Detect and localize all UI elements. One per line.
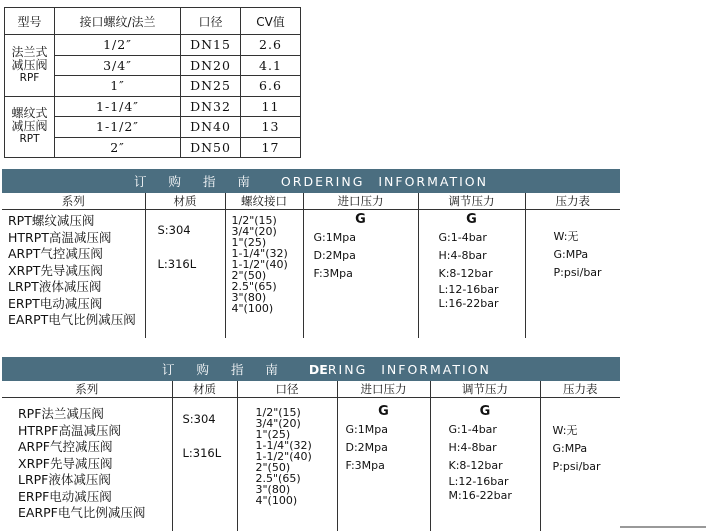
connection-item: 1/2"(15) [231, 214, 277, 227]
spec-size: 1-1/2″ [55, 117, 181, 138]
connection-list [237, 398, 337, 531]
inlet-item: F:3Mpa [345, 459, 385, 472]
connection-item: 3"(80) [255, 483, 291, 496]
inlet-item: F:3Mpa [313, 267, 353, 280]
ordering-title-zh: 订 购 指 南 [134, 174, 259, 189]
material-item: L:316L [182, 446, 222, 460]
adjust-item: K:8-12bar [438, 267, 493, 280]
ordering-title-bar [2, 357, 620, 381]
inlet-item: D:2Mpa [313, 249, 356, 262]
spec-header-row [5, 8, 301, 35]
series-list [2, 210, 145, 338]
spec-size: 1/2″ [55, 35, 181, 56]
connection-item: 1"(25) [231, 236, 267, 249]
inlet-item: D:2Mpa [345, 441, 388, 454]
adjust-item: L:12-16bar [448, 475, 509, 488]
series-item: XRPT先导减压阀 [8, 262, 103, 278]
spec-header-cv: CV值 [241, 8, 301, 35]
adjust-item: L:12-16bar [438, 283, 499, 296]
series-item: ARPT气控减压阀 [8, 246, 103, 261]
spec-dn: DN20 [181, 55, 241, 76]
header-gauge: 压力表 [525, 193, 620, 210]
spec-table [4, 7, 301, 158]
spec-type-thread [5, 96, 55, 158]
inlet-code: G [355, 212, 366, 227]
ordering-body-row [2, 210, 620, 338]
gauge-list [525, 210, 620, 338]
ordering-table [2, 193, 620, 338]
spec-type-name: 减压阀 [11, 119, 48, 134]
gauge-item: G:MPa [553, 248, 589, 261]
spec-size: 1″ [55, 76, 181, 97]
connection-item: 1-1/4"(32) [231, 247, 288, 260]
header-series: 系列 [2, 193, 145, 210]
spec-dn: DN50 [181, 137, 241, 158]
spec-header-type: 型号 [5, 8, 55, 35]
ordering-title-en [309, 362, 491, 377]
ordering-table [2, 381, 620, 531]
spec-dn: DN32 [181, 96, 241, 117]
connection-item: 1-1/2"(40) [231, 258, 288, 271]
spec-type-name: 螺纹式 [11, 106, 48, 121]
ordering-title-en: ORDERING INFORMATION [280, 173, 488, 189]
adjust-code: G [479, 404, 491, 419]
header-adjust-pressure: 调节压力 [418, 193, 525, 210]
spec-size: 1-1/4″ [55, 96, 181, 117]
ordering-header-row [2, 193, 620, 210]
adjust-item: H:4-8bar [448, 441, 497, 454]
connection-item: 3"(80) [231, 291, 267, 304]
gauge-item: P:psi/bar [552, 460, 601, 473]
spec-cv: 11 [241, 96, 301, 117]
spec-cv: 17 [241, 137, 301, 158]
material-list [172, 398, 237, 531]
series-list [2, 398, 172, 531]
header-gauge: 压力表 [540, 381, 620, 398]
gauge-item: W:无 [552, 424, 578, 437]
spec-size: 2″ [55, 137, 181, 158]
connection-item: 1-1/2"(40) [255, 450, 312, 463]
spec-type-flange [5, 35, 55, 97]
connection-list [225, 210, 303, 338]
connection-item: 4"(100) [231, 302, 274, 315]
spec-type-code: RPT [19, 133, 40, 146]
spec-row [5, 96, 301, 117]
inlet-pressure-list [337, 398, 430, 531]
header-series: 系列 [2, 381, 172, 398]
ordering-title-rest: RING INFORMATION [327, 361, 491, 377]
gauge-item: W:无 [553, 230, 579, 243]
spec-header-diameter: 口径 [181, 8, 241, 35]
adjust-item: K:8-12bar [448, 459, 503, 472]
spec-cv: 6.6 [241, 76, 301, 97]
spec-row [5, 35, 301, 56]
material-item: S:304 [182, 412, 216, 426]
series-item: XRPF先导减压阀 [18, 455, 113, 471]
spec-dn: DN15 [181, 35, 241, 56]
connection-item: 1"(25) [255, 428, 291, 441]
adjust-pressure-list [418, 210, 525, 338]
series-item: RPF法兰减压阀 [18, 406, 104, 421]
gauge-item: P:psi/bar [553, 266, 602, 279]
series-item: ERPF电动减压阀 [18, 488, 112, 504]
header-inlet-pressure: 进口压力 [303, 193, 418, 210]
inlet-item: G:1Mpa [345, 423, 388, 436]
series-item: EARPT电气比例减压阀 [8, 312, 136, 327]
material-item: S:304 [157, 223, 191, 237]
adjust-pressure-list [430, 398, 540, 531]
ordering-title-zh: 订 购 指 南 [162, 362, 287, 377]
ordering-title-glitch: DE [308, 361, 328, 377]
connection-item: 3/4"(20) [231, 225, 277, 238]
adjust-item: G:1-4bar [438, 231, 487, 244]
spec-cv: 2.6 [241, 35, 301, 56]
connection-item: 1-1/4"(32) [255, 439, 312, 452]
ordering-body-row [2, 398, 620, 531]
spec-size: 3/4″ [55, 55, 181, 76]
connection-item: 2.5"(65) [231, 280, 277, 293]
spec-dn: DN40 [181, 117, 241, 138]
header-inlet-pressure: 进口压力 [337, 381, 430, 398]
ordering-section-flange [2, 357, 620, 531]
series-item: ERPT电动减压阀 [8, 295, 103, 311]
series-item: HTRPT高温减压阀 [8, 229, 112, 245]
inlet-pressure-list [303, 210, 418, 338]
header-connection: 螺纹接口 [225, 193, 303, 210]
header-material: 材质 [145, 193, 225, 210]
edge-line [620, 526, 706, 528]
adjust-item: M:16-22bar [448, 489, 512, 502]
header-adjust-pressure: 调节压力 [430, 381, 540, 398]
adjust-item: L:16-22bar [438, 297, 499, 310]
spec-header-connection: 接口螺纹/法兰 [55, 8, 181, 35]
material-list [145, 210, 225, 338]
series-item: LRPF液体减压阀 [18, 472, 111, 487]
series-item: HTRPF高温减压阀 [18, 422, 121, 438]
spec-dn: DN25 [181, 76, 241, 97]
header-diameter: 口径 [237, 381, 337, 398]
adjust-code: G [466, 212, 477, 227]
connection-item: 2.5"(65) [255, 472, 301, 485]
series-item: RPT螺纹减压阀 [8, 213, 95, 228]
ordering-section-thread [2, 169, 620, 338]
spec-cv: 4.1 [241, 55, 301, 76]
header-material: 材质 [172, 381, 237, 398]
inlet-code: G [378, 404, 389, 419]
series-item: ARPF气控减压阀 [18, 439, 113, 454]
material-item: L:316L [157, 257, 197, 271]
ordering-title-bar [2, 169, 620, 193]
connection-item: 2"(50) [231, 269, 267, 282]
connection-item: 4"(100) [255, 494, 298, 507]
gauge-list [540, 398, 620, 531]
ordering-header-row [2, 381, 620, 398]
adjust-item: G:1-4bar [448, 423, 497, 436]
connection-item: 2"(50) [255, 461, 291, 474]
spec-type-name: 法兰式 [11, 44, 48, 59]
spec-cv: 13 [241, 117, 301, 138]
spec-type-name: 减压阀 [11, 57, 48, 72]
inlet-item: G:1Mpa [313, 231, 356, 244]
gauge-item: G:MPa [552, 442, 588, 455]
spec-type-code: RPF [19, 71, 40, 84]
adjust-item: H:4-8bar [438, 249, 487, 262]
series-item: EARPF电气比例减压阀 [18, 505, 146, 520]
connection-item: 1/2"(15) [255, 406, 301, 419]
connection-item: 3/4"(20) [255, 417, 301, 430]
series-item: LRPT液体减压阀 [8, 279, 102, 294]
